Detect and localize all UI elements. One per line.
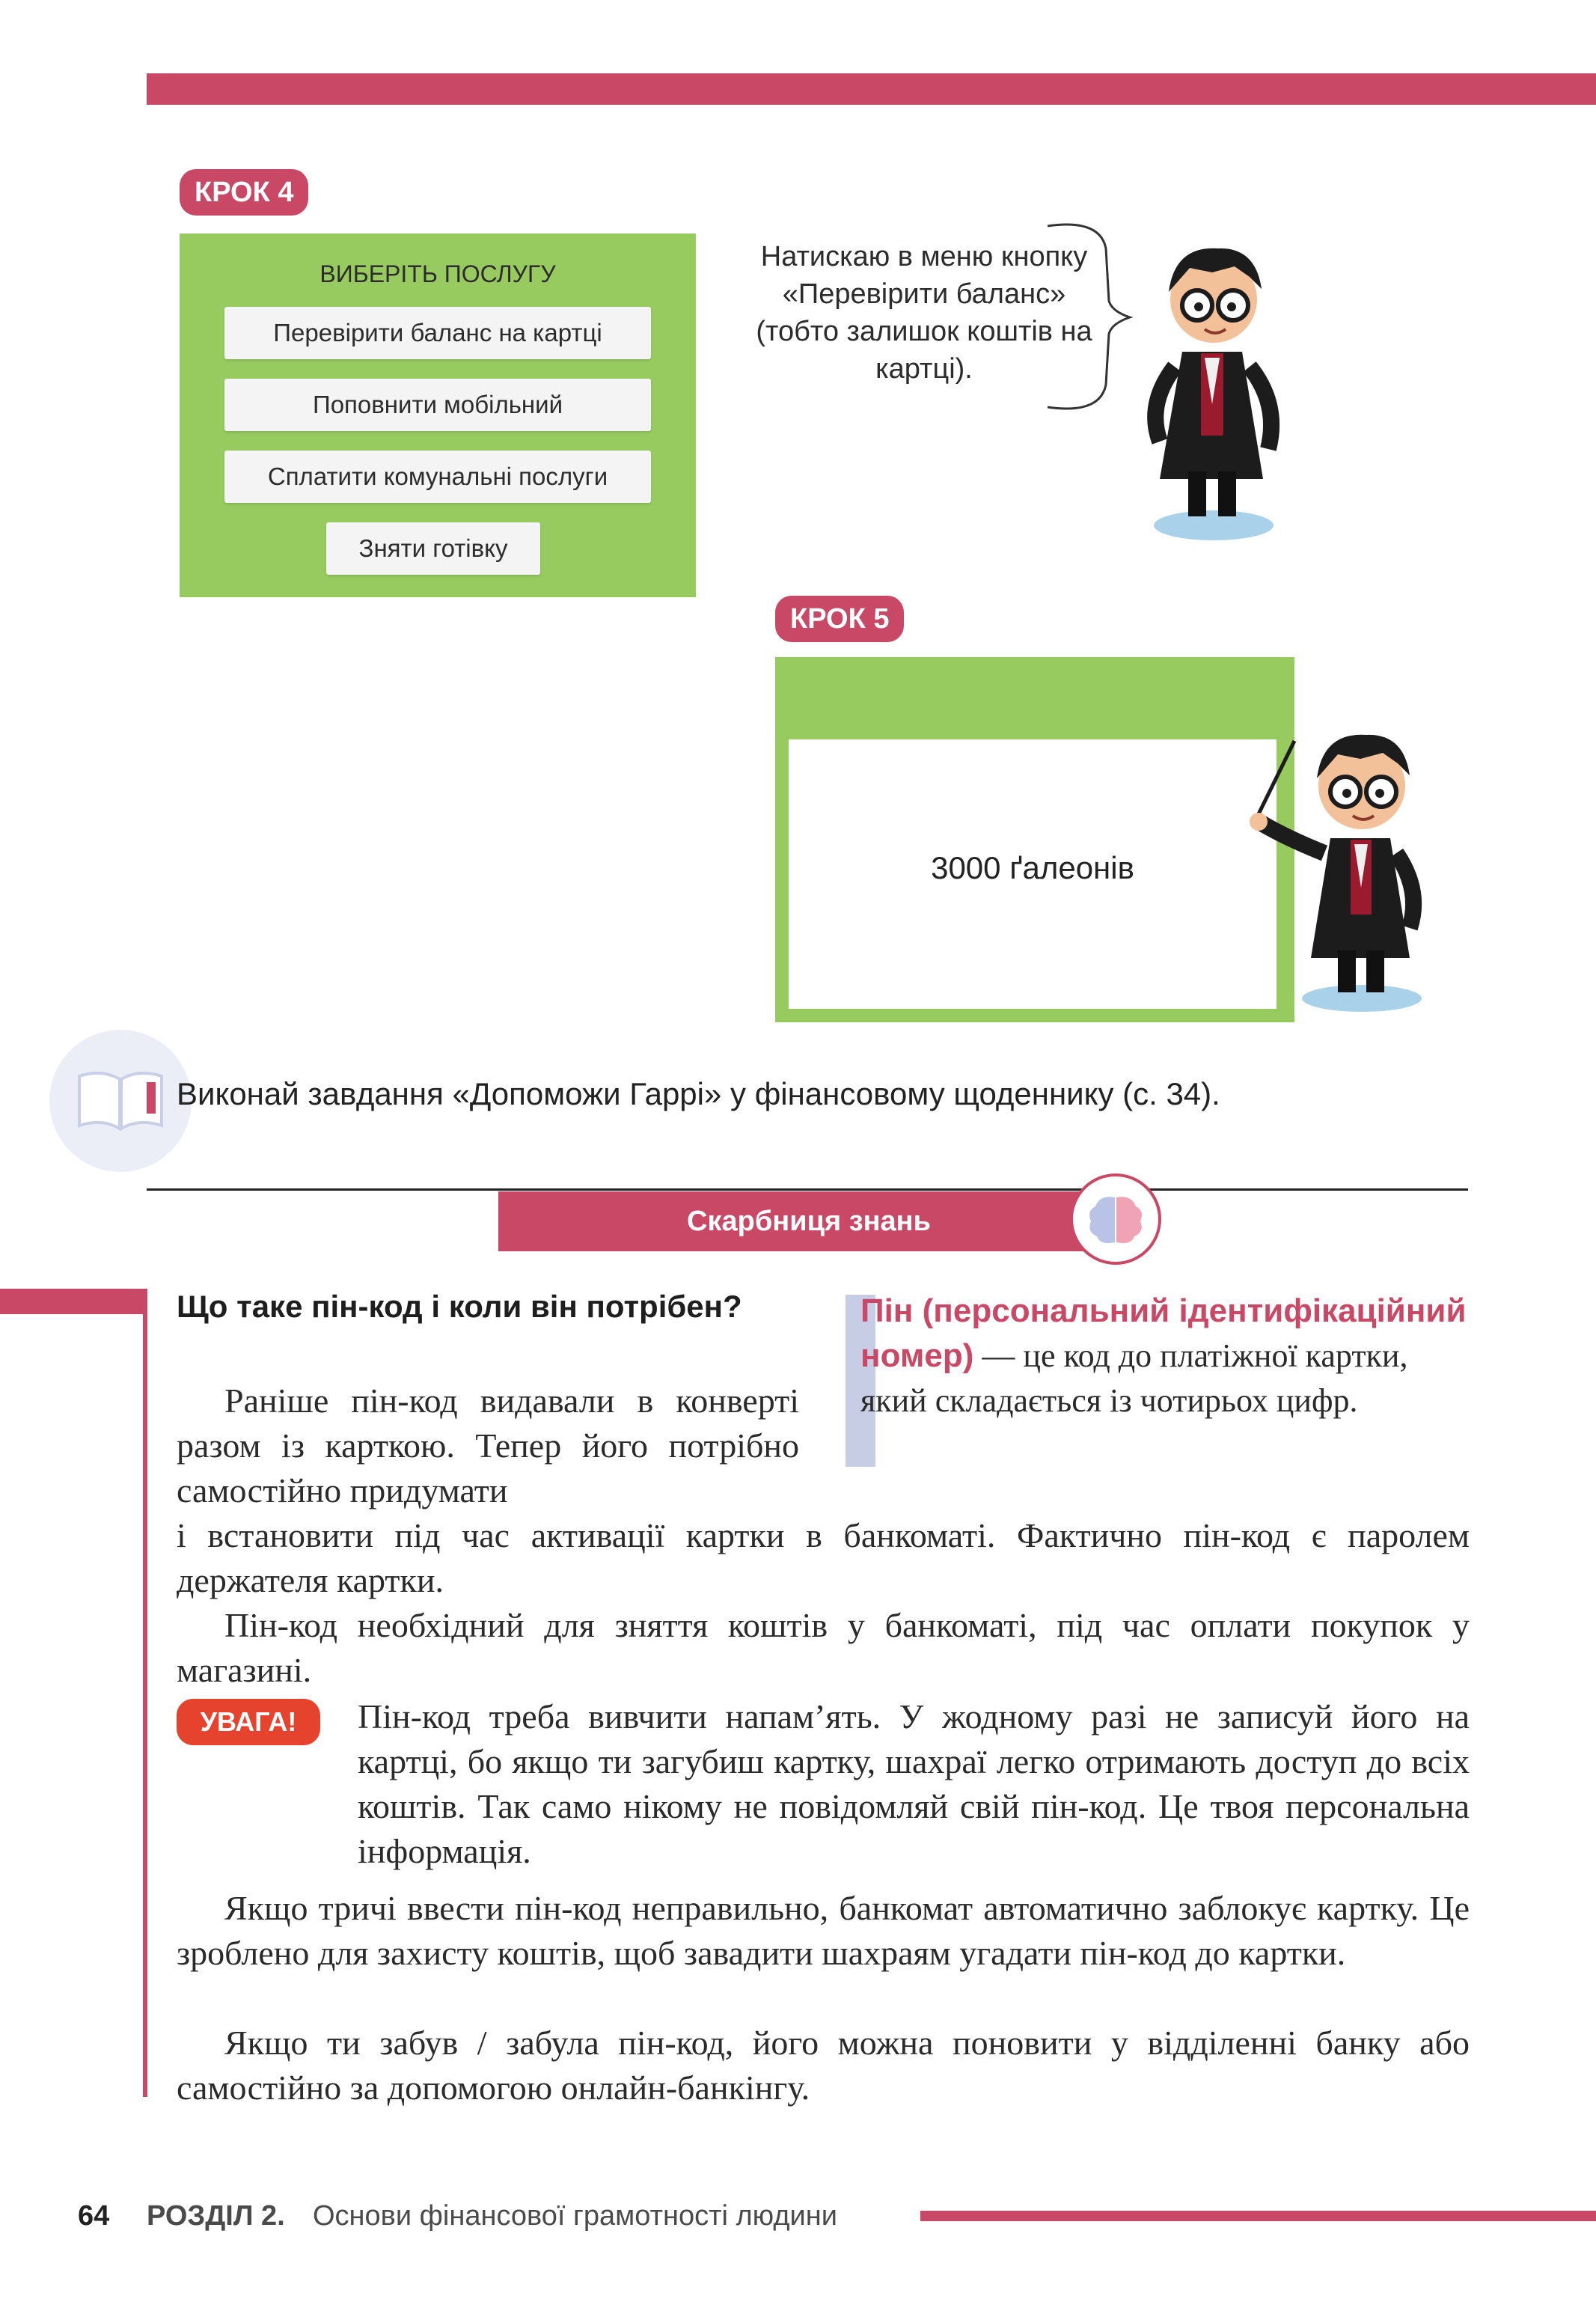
paragraph-4: Якщо ти забув / забула пін-код, його можна поновити у відділенні банку або самостійно за допомогою онлайн-банкінгу.: [177, 2024, 1470, 2107]
task-text: Виконай завдання «Допоможи Гаррі» у фінансовому щоденнику (с. 34).: [177, 1076, 1220, 1111]
top-decor-bar: [147, 73, 1596, 105]
book-icon: [49, 1030, 192, 1172]
atm-menu-panel: [180, 233, 696, 597]
brain-icon: [1070, 1173, 1161, 1265]
page-number: 64: [78, 2200, 110, 2232]
definition-box: [860, 1289, 1470, 1423]
check-balance-button[interactable]: Перевірити баланс на картці: [224, 307, 651, 359]
knowledge-title: Скарбниця знань: [687, 1206, 931, 1237]
footer-section: РОЗДІЛ 2.: [147, 2200, 285, 2232]
footer-section-title: Основи фінансової грамотності людини: [313, 2200, 837, 2232]
definition-term: Пін (персональний ідентифікаційний номер): [860, 1292, 1467, 1374]
paragraph-2: Пін-код необхідний для зняття коштів у банкоматі, під час оплати покупок у магазині.: [177, 1606, 1470, 1689]
harry-character-icon: [1130, 225, 1317, 554]
warning-badge: УВАГА!: [177, 1699, 320, 1745]
speech-bracket-icon: [1040, 219, 1145, 421]
top-up-mobile-button[interactable]: Поповнити мобільний: [224, 379, 651, 431]
task-marker: [147, 1082, 156, 1114]
pay-utilities-button[interactable]: Сплатити комунальні послуги: [224, 451, 651, 503]
step-5-badge: КРОК 5: [775, 596, 904, 642]
harry-pointer-icon: [1242, 711, 1452, 1025]
paragraph-3: Якщо тричі ввести пін-код неправильно, банкомат автоматично заблокує картку. Це зроблено для захисту коштів, щоб завадити шахраям угадати пін-код до картки.: [177, 1889, 1470, 1972]
speech-text: Натискаю в меню кнопку «Перевірити баланс» (тобто залишок коштів на картці).: [756, 241, 1092, 385]
left-decor-line: [143, 1289, 147, 2097]
balance-display: [789, 739, 1277, 1009]
question-heading: Що таке пін-код і коли він потрібен?: [177, 1289, 742, 1324]
paragraph-1-continued: і встановити під час активації картки в банкоматі. Фактично пін-код є паролем держателя картки.: [177, 1516, 1470, 1599]
balance-amount: 3000 ґалеонів: [931, 850, 1134, 885]
definition-text: — це код до платіжної картки, який складається із чотирьох цифр.: [860, 1337, 1408, 1419]
footer-decor-bar: [920, 2211, 1596, 2221]
atm-screen-panel: [775, 657, 1294, 1022]
left-decor-bar: [0, 1289, 147, 1314]
withdraw-cash-button[interactable]: Зняти готівку: [326, 522, 540, 575]
menu-title: ВИБЕРІТЬ ПОСЛУГУ: [319, 260, 556, 287]
step-4-badge: КРОК 4: [180, 169, 308, 216]
section-divider: [147, 1188, 1468, 1191]
warning-text: Пін-код треба вивчити напам’ять. У жодному разі не записуй його на картці, бо якщо ти загубиш картку, шахраї легко отримають доступ до всіх коштів. Так само нікому не повідомляй свій пін-код. Це твоя персональна інформація.: [358, 1697, 1470, 1870]
paragraph-1: Раніше пін-код видавали в конверті разом із карткою. Тепер його потрібно самостійно придумати: [177, 1382, 799, 1509]
